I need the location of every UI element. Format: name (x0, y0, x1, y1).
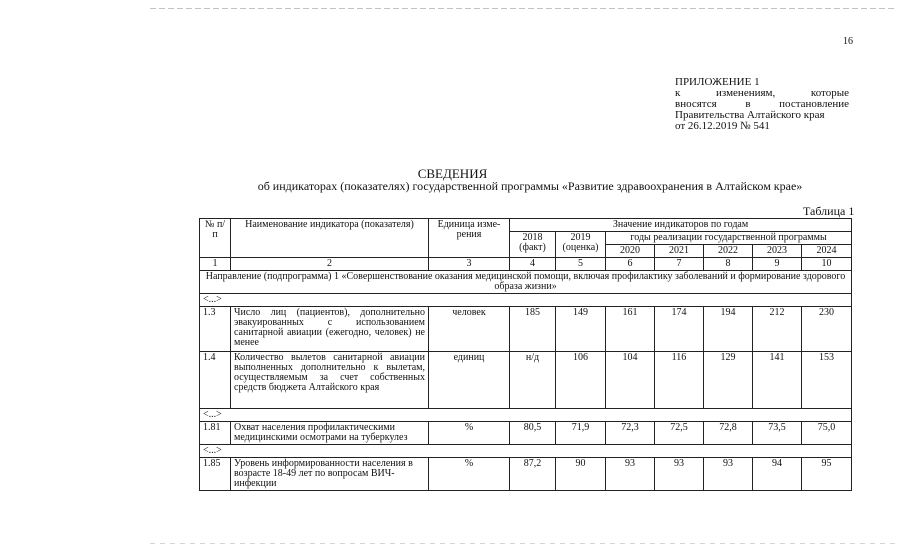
row-value-2021: 72,5 (655, 422, 704, 445)
appendix-block (675, 77, 849, 132)
header-impl-years: годы реализации государственной программы (606, 232, 852, 245)
header-2024: 2024 (802, 245, 852, 258)
row-value-2021: 93 (655, 458, 704, 491)
table-row (200, 422, 852, 445)
header-2019: 2019 (оценка) (556, 232, 606, 258)
appendix-line-1: к изменениям, которые (675, 87, 849, 99)
table-row (200, 352, 852, 409)
direction-text: Направление (подпрограмма) 1 «Совершенствование оказания медицинской помощи, включая профилактику заболеваний и формирование здорового образа жизни» (200, 271, 852, 294)
appendix-line-3: Правительства Алтайского края (675, 109, 825, 121)
row-value-2018: 87,2 (510, 458, 556, 491)
header-values-group: Значение индикаторов по годам (510, 219, 852, 232)
row-value-2020: 72,3 (606, 422, 655, 445)
col-number: 2 (231, 258, 429, 271)
row-name: Уровень информированности населения в возрасте 18-49 лет по вопросам ВИЧ-инфекции (231, 458, 429, 491)
row-name: Охват населения профилактическими медицинскими осмотрами на туберкулез (231, 422, 429, 445)
row-unit: человек (429, 307, 510, 352)
col-number: 10 (802, 258, 852, 271)
col-number: 5 (556, 258, 606, 271)
indicators-table (199, 218, 852, 491)
row-value-2020: 93 (606, 458, 655, 491)
row-value-2020: 161 (606, 307, 655, 352)
ellipsis-text: <...> (200, 294, 852, 307)
row-value-2018: 185 (510, 307, 556, 352)
row-value-2022: 72,8 (704, 422, 753, 445)
col-number: 6 (606, 258, 655, 271)
ellipsis-row (200, 409, 852, 422)
row-unit: % (429, 422, 510, 445)
table-row (200, 458, 852, 491)
col-number: 9 (753, 258, 802, 271)
row-value-2023: 212 (753, 307, 802, 352)
header-unit: Единица изме-рения (429, 219, 510, 258)
ellipsis-text: <...> (200, 409, 852, 422)
document-title: СВЕДЕНИЯ (417, 166, 488, 181)
row-value-2024: 75,0 (802, 422, 852, 445)
row-num: 1.4 (200, 352, 231, 409)
row-value-2023: 73,5 (753, 422, 802, 445)
page-number: 16 (843, 36, 853, 47)
header-2022: 2022 (704, 245, 753, 258)
ellipsis-text: <...> (200, 445, 852, 458)
header-name: Наименование индикатора (показателя) (231, 219, 429, 258)
ellipsis-row (200, 294, 852, 307)
col-number: 1 (200, 258, 231, 271)
row-num: 1.85 (200, 458, 231, 491)
row-value-2018: н/д (510, 352, 556, 409)
row-value-2022: 93 (704, 458, 753, 491)
row-value-2022: 194 (704, 307, 753, 352)
row-unit: % (429, 458, 510, 491)
row-value-2021: 116 (655, 352, 704, 409)
row-unit: единиц (429, 352, 510, 409)
row-num: 1.3 (200, 307, 231, 352)
row-value-2023: 94 (753, 458, 802, 491)
row-name: Количество вылетов санитарной авиации выполненных дополнительно к вылетам, осуществляемым за счет собственных средств бюджета Алтайского края (231, 352, 429, 409)
document-subtitle: об индикаторах (показателях) государственной программы «Развитие здравоохранения в Алтайском крае» (257, 179, 803, 193)
header-row-1 (200, 219, 852, 232)
row-num: 1.81 (200, 422, 231, 445)
row-value-2019: 90 (556, 458, 606, 491)
scan-artifact-top (150, 8, 895, 9)
row-value-2023: 141 (753, 352, 802, 409)
header-2020: 2020 (606, 245, 655, 258)
header-2021: 2021 (655, 245, 704, 258)
row-value-2019: 71,9 (556, 422, 606, 445)
col-number: 4 (510, 258, 556, 271)
row-value-2018: 80,5 (510, 422, 556, 445)
header-2023: 2023 (753, 245, 802, 258)
col-number: 8 (704, 258, 753, 271)
col-number: 7 (655, 258, 704, 271)
ellipsis-row (200, 445, 852, 458)
row-value-2024: 95 (802, 458, 852, 491)
row-value-2024: 230 (802, 307, 852, 352)
row-value-2020: 104 (606, 352, 655, 409)
row-value-2024: 153 (802, 352, 852, 409)
column-numbers-row (200, 258, 852, 271)
row-value-2019: 149 (556, 307, 606, 352)
row-value-2022: 129 (704, 352, 753, 409)
direction-row (200, 271, 852, 294)
row-name: Число лиц (пациентов), дополнительно эвакуированных с использованием санитарной авиации (ежегодно, человек) не менее (231, 307, 429, 352)
header-num: № п/п (200, 219, 231, 258)
row-value-2019: 106 (556, 352, 606, 409)
appendix-line-2: вносятся в постановление (675, 98, 849, 110)
table-caption: Таблица 1 (803, 204, 855, 218)
appendix-line-4: от 26.12.2019 № 541 (675, 120, 770, 132)
scan-artifact-bottom (150, 543, 895, 544)
col-number: 3 (429, 258, 510, 271)
row-value-2021: 174 (655, 307, 704, 352)
header-2018: 2018 (факт) (510, 232, 556, 258)
appendix-title: ПРИЛОЖЕНИЕ 1 (675, 76, 760, 88)
table-row (200, 307, 852, 352)
